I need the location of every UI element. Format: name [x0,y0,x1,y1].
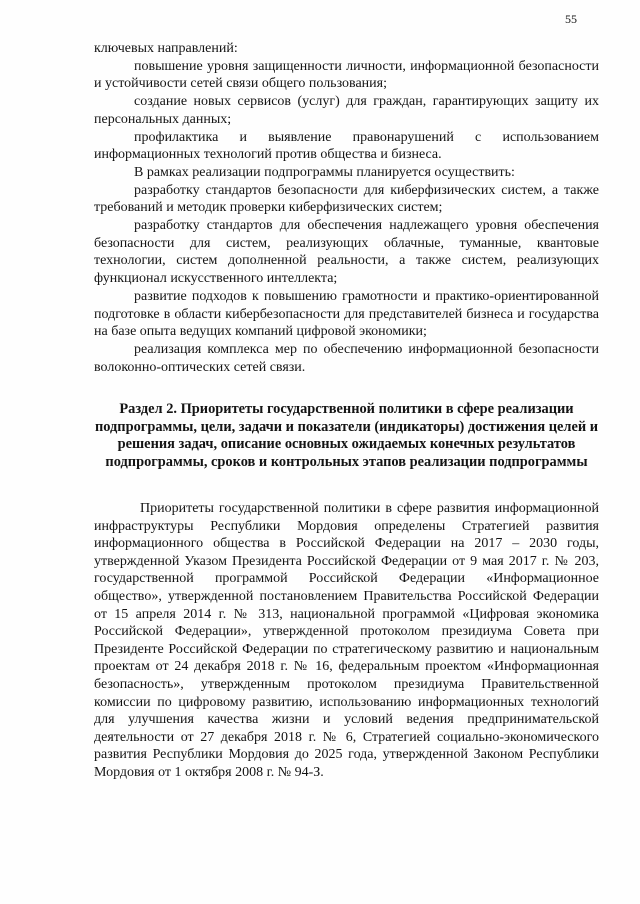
paragraph: реализация комплекса мер по обеспечению информационной безопасности волоконно-оптических сетей связи. [94,341,599,375]
section-paragraph: Приоритеты государственной политики в сфере развития информационной инфраструктуры Республики Мордовия определены Стратегией развития информационного общества в Российской Федерации на 2017 – 2030 годы, утвержденной Указом Президента Российской Федерации от 9 мая 2017 г. № 203, государственной программой Российской Федерации «Информационное общество», утвержденной постановлением Правительства Российской Федерации от 15 апреля 2014 г. № 313, национальной программой «Цифровая экономика Российской Федерации», утвержденной протоколом президиума Совета при Президенте Российской Федерации по стратегическому развитию и национальным проектам от 24 декабря 2018 г. № 16, федеральным проектом «Информационная безопасность», утвержденным протоколом президиума Правительственной комиссии по цифровому развитию, использованию информационных технологий для улучшения качества жизни и условий ведения предпринимательской деятельности от 27 декабря 2018 г. № 6, Стратегией социально-экономического развития Республики Мордовия до 2025 года, утвержденной Законом Республики Мордовия от 1 октября 2008 г. № 94-З. [94,501,599,780]
section-body [94,500,599,782]
paragraph: повышение уровня защищенности личности, информационной безопасности и устойчивости сетей связи общего пользования; [94,58,599,92]
paragraph: разработку стандартов для обеспечения надлежащего уровня обеспечения безопасности для систем, реализующих облачные, туманные, квантовые технологии, систем дополненной реальности, а также систем, реализующих функционал искусственного интеллекта; [94,218,599,287]
paragraph: создание новых сервисов (услуг) для граждан, гарантирующих защиту их персональных данных; [94,94,599,127]
page-number: 55 [565,12,577,26]
intro-text [94,40,599,376]
paragraph: ключевых направлений: [94,41,238,56]
section-heading-text: Раздел 2. Приоритеты государственной политики в сфере реализации подпрограммы, цели, задачи и показатели (индикаторы) достижения целей и решения задач, описание основных ожидаемых конечных результатов подпрограммы, сроков и контрольных этапов реализации подпрограммы [94,401,599,470]
section-heading [94,401,599,471]
paragraph: разработку стандартов безопасности для киберфизических систем, а также требований и методик проверки киберфизических систем; [94,182,599,216]
paragraph: развитие подходов к повышению грамотности и практико-ориентированной подготовке в области кибербезопасности для представителей бизнеса и государства на базе опыта ведущих компаний цифровой экономики; [94,288,599,340]
paragraph: профилактика и выявление правонарушений с использованием информационных технологий против общества и бизнеса. [94,129,599,163]
paragraph: В рамках реализации подпрограммы планируется осуществить: [134,164,515,180]
